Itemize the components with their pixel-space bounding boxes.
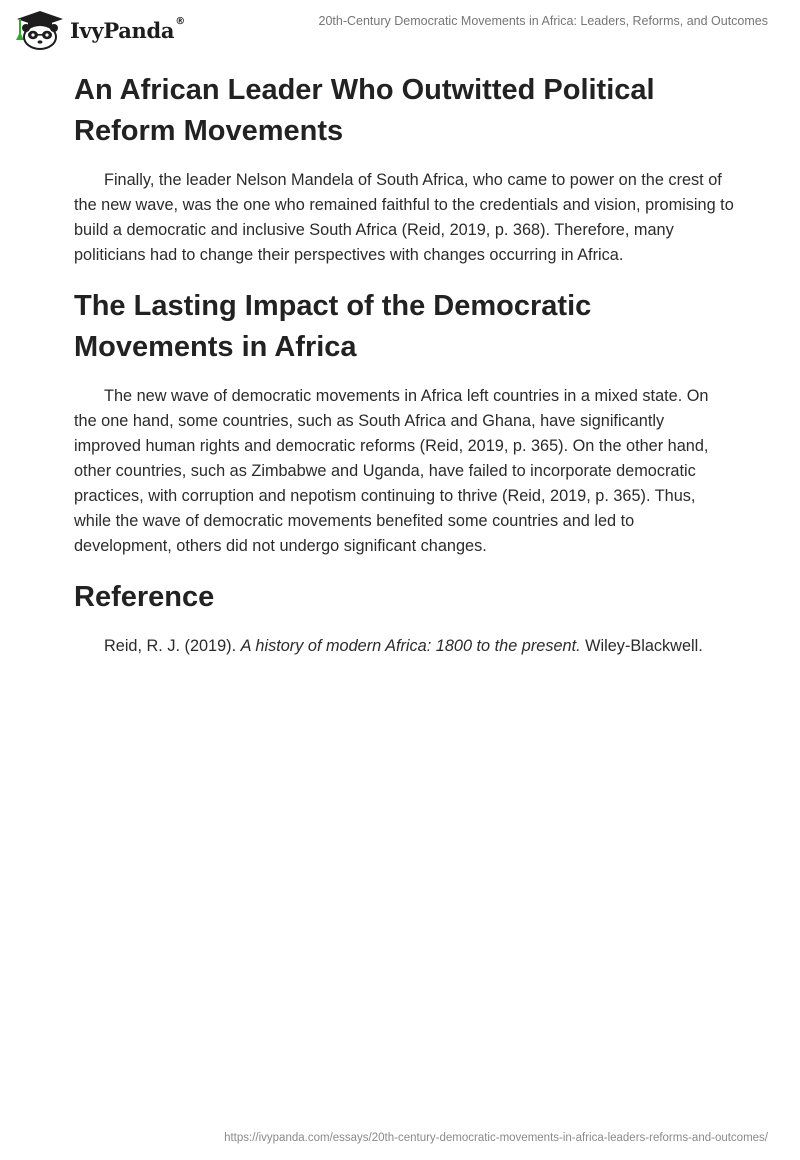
reference-publisher: Wiley-Blackwell.	[580, 637, 703, 655]
document-running-title: 20th-Century Democratic Movements in Africa: Leaders, Reforms, and Outcomes	[318, 14, 768, 28]
section-paragraph-lasting-impact: The new wave of democratic movements in Africa left countries in a mixed state. On the one hand, some countries, such as South Africa and Ghana, have significantly improved human rights and democratic reforms (Reid, 2019, p. 365). On the other hand, other countries, such as Zimbabwe and Uganda, have failed to incorporate democratic practices, with corruption and nepotism continuing to thrive (Reid, 2019, p. 365). Thus, while the wave of democratic movements benefited some countries and led to development, others did not undergo significant changes.	[74, 387, 709, 555]
panda-graduate-icon	[14, 10, 66, 50]
page-header	[0, 0, 800, 60]
reference-entry	[74, 634, 734, 659]
reference-author: Reid, R. J. (2019).	[104, 637, 241, 655]
section-heading-lasting-impact: The Lasting Impact of the Democratic Movements in Africa	[74, 290, 592, 363]
brand-name: IvyPanda®	[70, 15, 185, 43]
ivypanda-logo[interactable]	[14, 8, 185, 52]
essay-content	[74, 70, 734, 677]
section-paragraph-african-leader: Finally, the leader Nelson Mandela of South Africa, who came to power on the crest of the new wave, was the one who remained faithful to the credentials and vision, promising to build a democratic and inclusive South Africa (Reid, 2019, p. 368). Therefore, many politicians had to change their perspectives with changes occurring in Africa.	[74, 171, 734, 264]
reference-title: A history of modern Africa: 1800 to the present.	[240, 637, 581, 655]
registered-mark: ®	[175, 15, 185, 27]
reference-heading: Reference	[74, 581, 215, 613]
footer-source-url[interactable]: https://ivypanda.com/essays/20th-century-democratic-movements-in-africa-leaders-reforms-and-outcomes/	[224, 1132, 768, 1144]
section-heading-african-leader: An African Leader Who Outwitted Political Reform Movements	[74, 74, 655, 147]
